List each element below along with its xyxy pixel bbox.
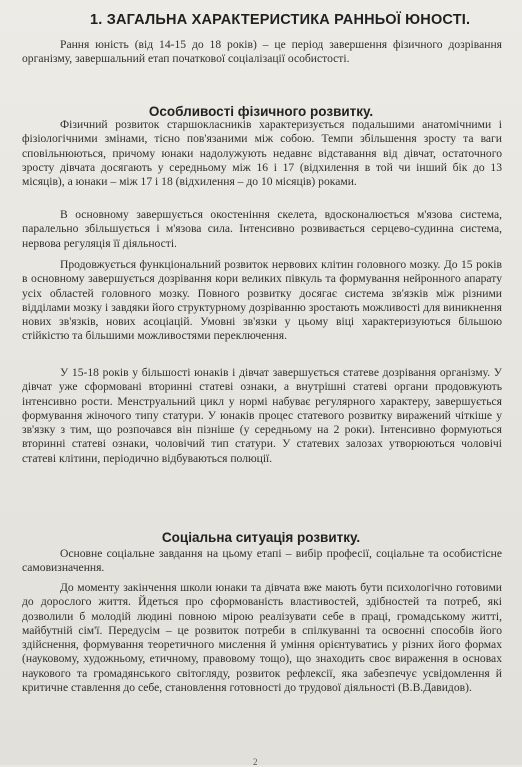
social-paragraph-1: Основне соціальне завдання на цьому етапі – вибір професії, соціальне та особистісне самовизначення. xyxy=(22,547,502,575)
physical-paragraph-3: Продовжується функціональний розвиток нервових клітин головного мозку. До 15 років в основному завершується дозрівання кори великих півкуль та формування нейронного апарату усіх областей головного мозку. Повного розвитку досягає система зв'язків між різними відділами мозку і завдяки його структурному дозріванню зростають можливості для виникнення нових зв'язків, нових асоціацій. Умовні зв'язки у цьому віці характеризуються більшою стійкістю та більшими можливостями переключення. xyxy=(22,258,502,343)
section-title-social: Соціальна ситуація розвитку. xyxy=(161,530,361,545)
page-number: 2 xyxy=(253,757,258,767)
social-paragraph-2: До моменту закінчення школи юнаки та дівчата вже мають бути психологічно готовими до дорослого життя. Йдеться про сформованість властивостей, здібностей та потреб, які дозволили б молодій людині повною мірою реалізувати себе в праці, громадському житті, майбутній сім'ї. Передусім – це розвиток потреби в спілкуванні та освоєнні способів його здійснення, формування теоретичного мислення й уміння орієнтуватись у різних його формах (науковому, художньому, етичному, правовому тощо), що знаходить своє вираження в основах наукового та громадянського світогляду, розвиток рефлексії, яка забезпечує усвідомлення й критичне ставлення до себе, становлення готовності до трудової діяльності (В.В.Давидов). xyxy=(22,581,502,695)
physical-paragraph-4: У 15-18 років у більшості юнаків і дівчат завершується статеве дозрівання організму. У дівчат уже сформовані вторинні статеві ознаки, а внутрішні статеві органи продовжують інтенсивно рости. Менструальний цикл у нормі набуває регулярного характеру, завершується формування жіночого типу статури. У юнаків процес статевого розвитку виражений чіткіше у зв'язку з тим, що розпочався він пізніше (у середньому на 2 роки). Інтенсивно формуються вторинні статеві ознаки, чоловічий тип статури. У статевих залозах утворюються чоловічі статеві клітини, періодично відбуваються полюції. xyxy=(22,366,502,465)
section-title-physical: Особливості фізичного розвитку. xyxy=(148,104,374,119)
physical-paragraph-2: В основному завершується окостеніння скелета, вдосконалюється м'язова система, паралельно збільшується і м'язова сила. Інтенсивно розвивається серцево-судинна система, нервова регуляція її діяльності. xyxy=(22,208,502,250)
intro-paragraph: Рання юність (від 14-15 до 18 років) – це період завершення фізичного дозрівання організму, завершальний етап початкової соціалізації особистості. xyxy=(22,38,502,66)
chapter-heading: 1. ЗАГАЛЬНА ХАРАКТЕРИСТИКА РАННЬОЇ ЮНОСТІ. xyxy=(90,12,471,28)
physical-paragraph-1: Фізичний розвиток старшокласників характеризується подальшими анатомічними і фізіологічними змінами, тісно пов'язаними між собою. Темпи збільшення зросту та ваги сповільнюються, причому юнаки надолужують недавнє відставання від дівчат, остаточного зросту дівчата досягають у середньому між 16 і 17 (відхилення в той чи інший бік до 13 місяців), а юнаки – між 17 і 18 (відхилення – до 10 місяців) роками. xyxy=(22,118,502,189)
